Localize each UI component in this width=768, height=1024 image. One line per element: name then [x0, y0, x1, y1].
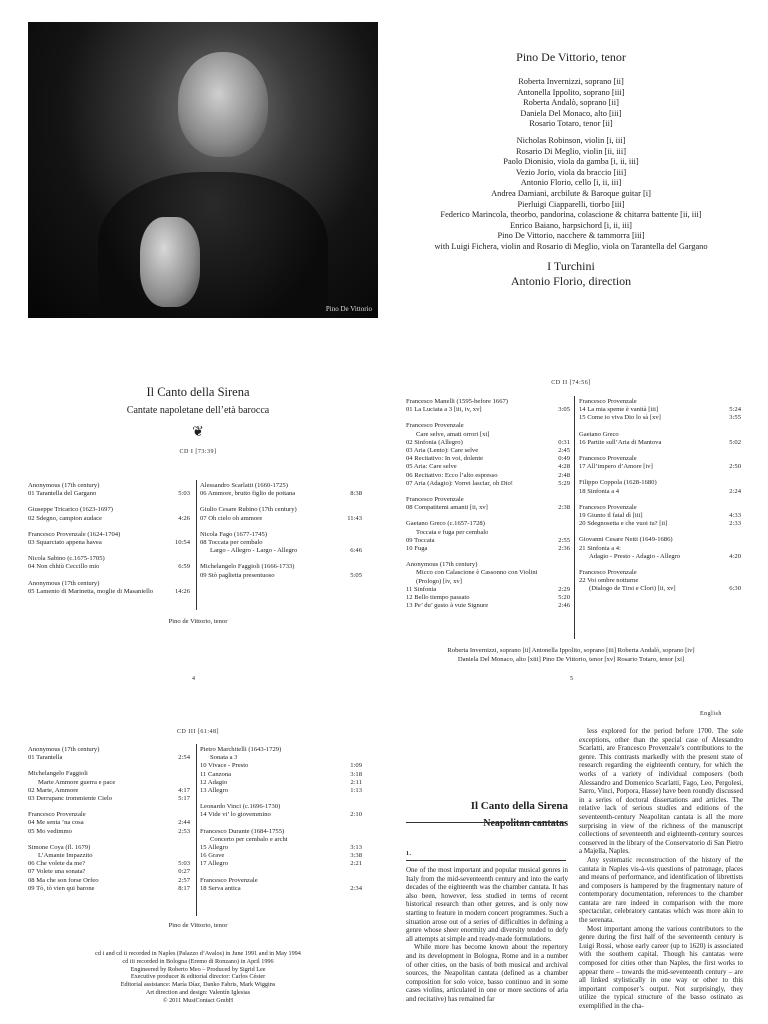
track-duration: 0:31 [558, 438, 570, 446]
track-title: 13 Allegro [200, 787, 229, 795]
track-title: Adagio - Presto - Adagio - Allegro [589, 552, 681, 560]
composer-group [200, 828, 362, 869]
composer-group [200, 877, 362, 893]
track-title: 03 Derrupanc trommiente Cielo [28, 795, 113, 803]
composer-group [28, 482, 190, 498]
essay-header [398, 800, 568, 829]
track-title: 09 Tò, tò vien qui barone [28, 884, 95, 892]
player-credit: Pino De Vittorio, nacchere & tammorra [iii] [497, 231, 645, 241]
singer-credit: Rosario Totaro, tenor [ii] [529, 119, 613, 129]
track-duration: 2:29 [558, 585, 570, 593]
track-duration: 5:29 [558, 479, 570, 487]
track-title: 19 Giunto il fatal dì [iii] [579, 512, 643, 520]
composer-group [28, 555, 190, 571]
essay-section-rule [406, 860, 566, 861]
colophon-line: Art direction and design: Valentín Iglesias [145, 988, 251, 996]
colophon-line: © 2011 MusiContact GmbH [162, 996, 234, 1004]
track-title: 06 Recitativo: Ecco l’alto espresso [406, 471, 498, 479]
player-credit: with Luigi Fichera, violin and Rosario di Meglio, viola on Tarantella del Gargano [434, 241, 708, 251]
composer-group [200, 563, 362, 579]
composer-name: Anonymous (17th century) [28, 482, 100, 489]
track-row [200, 844, 362, 852]
composer-name: Francesco Provenzale [28, 811, 86, 819]
composer-name: Leonardo Vinci (c.1696-1730) [200, 803, 281, 811]
track-title: L’Amante Impazzito [38, 852, 93, 860]
cd3-tracklist-right [200, 746, 362, 901]
track-duration: 1:09 [350, 762, 362, 770]
composer-name: Giuseppe Tricarico (1623-1697) [28, 506, 113, 514]
track-duration: 2:34 [350, 884, 362, 892]
track-duration: 2:36 [558, 545, 570, 553]
track-duration: 5:17 [178, 795, 190, 803]
track-duration: 0:27 [178, 868, 190, 876]
track-row [28, 860, 190, 868]
track-duration: 2:54 [178, 754, 190, 762]
cd3-heading: CD III [61:48] [177, 729, 219, 735]
track-duration: 4:28 [558, 463, 570, 471]
composer-group [406, 496, 570, 512]
track-duration: 8:38 [350, 490, 362, 498]
track-row [28, 852, 190, 860]
cd1-tracklist-right [200, 482, 362, 588]
composer-group [200, 506, 362, 522]
track-duration: 4:20 [729, 552, 741, 560]
track-title: 10 Fuga [406, 545, 428, 553]
track-title: 01 La Luciata a 3 [iii, iv, xv] [406, 406, 482, 414]
essay-paragraph: Most important among the various contributors to the genre during the first half of the seventeenth century is Luigi Rossi, whose early career (up to 1620) is associated with the southern capital. Though his cantatas were composed for cities other than Naples, the first works to appear there – towards the mid-seventeenth century – are all linked stylistically in one way or other to this important composer’s output. Not surprisingly, they utilize the typical structure of the basso ostinato as exemplified in the cha- [579, 924, 743, 1010]
page-number-4: 4 [192, 676, 195, 682]
composer-group [28, 811, 190, 836]
track-row [406, 569, 570, 577]
track-row [200, 539, 362, 547]
composer-name: Filippo Coppola (1628-1680) [579, 479, 657, 487]
player-credit: Paolo Dionisio, viola da gamba [i, ii, iii] [503, 157, 639, 167]
track-duration: 4:33 [729, 512, 741, 520]
track-duration: 2:38 [558, 504, 570, 512]
composer-group [579, 479, 741, 495]
column-divider [196, 744, 197, 916]
composer-name: Michelangelo Faggioli (1666-1733) [200, 563, 295, 571]
composer-name: Michelangelo Faggioli [28, 770, 88, 778]
composer-name: Francesco Provenzale [579, 398, 637, 405]
player-credit: Rosario Di Meglio, violin [ii, iii] [515, 146, 627, 156]
track-row [28, 779, 190, 787]
colophon-line: cd i and cd ii recorded in Naples (Palazzo d’Avalos) in June 1991 and in May 1994 [95, 950, 301, 957]
track-title: 16 Grave [200, 852, 225, 860]
essay-title: Il Canto della Sirena [470, 800, 568, 812]
track-row [406, 463, 570, 471]
track-row [579, 512, 741, 520]
composer-group [579, 398, 741, 423]
composer-name: Nicola Fago (1677-1745) [200, 530, 268, 538]
track-title: 07 Aria (Adagio): Vorrei lasciar, oh Dio! [406, 479, 513, 487]
essay-paragraph: While more has become known about the repertory and its development in Bologna, Rome and in a number of other cities, on the basis of both musical and archival sources, the Neapolitan cantata (defined as a chamber composition for solo voice, basso continuo and in some cases violins, articulated in one or more sections of aria and recitative) has remained far [406, 943, 568, 1003]
track-duration: 3:18 [350, 770, 362, 778]
essay-column-2 [579, 727, 743, 1022]
player-credit: Enrico Baiano, harpsichord [i, ii, iii] [510, 220, 632, 230]
track-title: Micco con Calascione è Cassonno con Violini [416, 569, 538, 577]
portrait-photo [28, 22, 378, 318]
track-duration: 4:26 [178, 514, 190, 522]
track-row [406, 586, 570, 594]
composer-name: Francesco Durante (1684-1755) [200, 827, 285, 835]
cd3-tracklist-left [28, 746, 190, 901]
track-row [406, 455, 570, 463]
cd2-tracklist-right [579, 398, 741, 602]
track-duration: 14:26 [174, 587, 190, 595]
track-duration: 3:38 [350, 852, 362, 860]
cd2-soloists [398, 646, 744, 664]
track-title: 11 Canzona [200, 770, 232, 778]
composer-name: Pietro Marchitelli (1643-1729) [200, 746, 282, 753]
track-title: 17 Allegro [200, 860, 229, 868]
track-duration: 4:17 [178, 786, 190, 794]
track-row [200, 779, 362, 787]
composer-name: Alessandro Scarlatti (1660-1725) [200, 482, 288, 489]
track-title: 13 Pe’ du’ gusto à vuie Signure [406, 602, 489, 610]
track-row [579, 406, 741, 414]
cd2-tracklist-left [406, 398, 570, 618]
track-row [406, 578, 570, 586]
player-credit: Federico Marincola, theorbo, pandorina, colascione & chitarra battente [ii, iii] [440, 210, 702, 220]
composer-name: Francesco Provenzale [579, 569, 637, 577]
track-row [200, 885, 362, 893]
track-duration: 6:59 [178, 563, 190, 571]
track-title: 20 Sdegnosetta e che vuoi tu? [ii] [579, 520, 668, 528]
essay-paragraph: less explored for the period before 1700. The sole exceptions, other than the special case of Alessandro Scarlatti, are Francesco Provenzale’s contributions to the genre. This contrasts markedly with the present state of research regarding the eighteenth century, for which the works of a variety of individual composers (both Alessandro and Domenico Scarlatti, Fago, Leo, Pergolesi, Sarro, Vinci, Porpora, Hasse) have been roundly discussed in a series of doctoral dissertations and articles. The relative lack of serious studies and editions of the seventeenth-century Neapolitan cantata is all the more surprising in view of the richness of the manuscript collections of seventeenth and eighteenth-century sources conserved in the library of the Conservatorio di San Pietro a Majella, Naples. [579, 727, 743, 856]
column-divider [574, 396, 575, 639]
composer-group [28, 746, 190, 762]
composer-group [406, 561, 570, 610]
language-tag: English [700, 711, 722, 717]
track-title: 07 Volete una sonata? [28, 868, 86, 876]
track-duration: 2:21 [350, 860, 362, 868]
track-title: 18 Serva antica [200, 884, 241, 892]
track-title: 18 Sinfonia a 4 [579, 487, 620, 495]
track-row [200, 572, 362, 580]
composer-name: Francesco Manelli (1595-before 1667) [406, 398, 508, 405]
track-title: 01 Tarantella del Gargano [28, 490, 97, 498]
track-duration: 5:05 [350, 571, 362, 579]
track-title: 05 Mo vedimmo [28, 827, 72, 835]
composer-group [579, 431, 741, 447]
track-row [200, 860, 362, 868]
soloists-line-2: Daniela Del Monaco, alto [xiii] Pino De Vittorio, tenor [xv] Rosario Totaro, tenor [xi] [457, 656, 685, 663]
track-title: 21 Sinfonia a 4: [579, 544, 621, 552]
track-row [200, 787, 362, 795]
track-row [28, 490, 190, 498]
track-title: 15 Come io viva Dio lo sà [xv] [579, 414, 661, 422]
track-row [28, 787, 190, 795]
track-duration: 2:45 [558, 447, 570, 455]
track-row [200, 754, 362, 762]
player-credit: Andrea Damiani, arcbilute & Baroque guitar [i] [491, 188, 651, 198]
track-row [28, 819, 190, 827]
photo-figure-hand [140, 217, 200, 307]
track-row [28, 828, 190, 836]
composer-name: Giovanni Cesare Netti (1649-1686) [579, 536, 673, 544]
track-title: 04 Me senta ’na cosa [28, 819, 84, 827]
singer-credit: Daniela Del Monaco, alto [iii] [520, 108, 622, 118]
track-title: 06 Ammore, brutto figlio de pottana [200, 490, 296, 498]
track-title: 05 Lamento di Marinetta, moglie di Masaniello [28, 587, 154, 595]
track-duration: 2:11 [350, 778, 362, 786]
column-divider [196, 480, 197, 610]
track-row [406, 472, 570, 480]
singer-credit: Roberta Andalò, soprano [ii] [523, 98, 619, 108]
track-duration: 2:33 [729, 520, 741, 528]
track-row [579, 439, 741, 447]
track-duration: 2:55 [558, 536, 570, 544]
cd1-heading: CD I [73:39] [179, 449, 217, 455]
colophon-line: cd iii recorded in Bologna (Eremo di Ronzano) in April 1996 [122, 957, 274, 965]
composer-group [579, 569, 741, 594]
essay-paragraph: Any systematic reconstruction of the history of the cantata in Naples vis-à-vis questions of patronage, places and means of performance, and identification of librettists and composers is hampered by the fragmentary nature of contemporary documentation, references to the chamber cantata are rare indeed in comparison with the more spectacular, celebratory cantatas which was more akin to the serenata. [579, 855, 743, 925]
composer-group [579, 536, 741, 561]
photo-figure-body [98, 172, 328, 318]
track-duration: 1:13 [350, 787, 362, 795]
track-row [579, 414, 741, 422]
composer-name: Francesco Provenzale [200, 876, 258, 884]
composer-name: Francesco Provenzale [406, 496, 464, 504]
essay-section-number: 1. [406, 851, 412, 857]
page-number-5: 5 [570, 676, 573, 682]
track-row [579, 577, 741, 585]
track-row [28, 868, 190, 876]
track-duration: 2:50 [729, 463, 741, 471]
track-title: 06 Che volete da me? [28, 860, 86, 868]
track-title: Concerto per cembalo e archi [210, 835, 288, 843]
player-credit: Vezio Jorio, viola da braccio [iii] [515, 167, 627, 177]
composer-group [28, 770, 190, 803]
player-credit: Antonio Florio, cello [i, ii, iii] [520, 178, 622, 188]
track-title: 22 Voi ombre notturne [579, 577, 639, 585]
track-title: Toccata e fuga per cembalo [416, 528, 489, 536]
composer-group [579, 504, 741, 529]
track-row [579, 463, 741, 471]
track-row [406, 431, 570, 439]
track-row [200, 836, 362, 844]
track-title: 03 Squarciato appena havea [28, 539, 102, 547]
track-title: 11 Sinfonia [406, 585, 437, 593]
composer-group [406, 422, 570, 488]
track-duration: 6:46 [350, 547, 362, 555]
track-duration: 11:43 [347, 514, 362, 522]
composer-group [200, 746, 362, 795]
track-row [406, 529, 570, 537]
composer-group [406, 398, 570, 414]
track-row [406, 480, 570, 488]
composer-name: Gaetano Greco [579, 430, 619, 438]
track-title: 03 Aria (Lento): Care selve [406, 447, 479, 455]
track-title: 09 Stò paglietta presentuoso [200, 571, 275, 579]
track-row [579, 553, 741, 561]
track-duration: 0:49 [558, 455, 570, 463]
composer-group [28, 844, 190, 893]
track-duration: 5:03 [178, 490, 190, 498]
track-duration: 2:10 [350, 811, 362, 819]
composer-group [200, 482, 362, 498]
cd2-heading: CD II [74:56] [551, 380, 591, 386]
track-row [406, 602, 570, 610]
track-title: Largo - Allegro - Largo - Allegro [210, 547, 298, 555]
lead-performer: Pino De Vittorio, tenor [516, 50, 626, 64]
track-row [579, 585, 741, 593]
track-title: Sonata a 3 [210, 754, 238, 762]
track-row [28, 877, 190, 885]
composer-name: Francesco Provenzale [579, 503, 637, 511]
composer-group [28, 531, 190, 547]
track-title: 12 Adagio [200, 778, 228, 786]
track-title: 01 Tarantella [28, 754, 63, 762]
track-duration: 2:46 [558, 602, 570, 610]
track-title: 02 Sdegno, campion audace [28, 514, 102, 522]
track-row [579, 520, 741, 528]
track-title: 10 Vivace - Presto [200, 762, 249, 770]
track-title: 02 Sinfonia (Allegro) [406, 438, 463, 446]
director-name: Antonio Florio, direction [510, 273, 632, 288]
track-row [200, 852, 362, 860]
track-row [28, 885, 190, 893]
track-title: 12 Bello tiempo passato [406, 594, 470, 602]
ornament-icon: ❦ [192, 425, 204, 440]
track-row [579, 488, 741, 496]
track-duration: 5:02 [729, 438, 741, 446]
track-duration: 3:05 [558, 406, 570, 414]
composer-group [28, 506, 190, 522]
cd1-tracklist-left [28, 482, 190, 604]
singers-list [398, 77, 744, 130]
track-duration: 8:17 [178, 884, 190, 892]
track-title: 05 Aria: Care selve [406, 463, 457, 471]
ensemble-name: I Turchini [547, 258, 595, 273]
track-title: 15 Allegro [200, 844, 229, 852]
singer-credit: Antonella Ippolito, soprano [iii] [517, 87, 625, 97]
track-row [28, 515, 190, 523]
track-duration: 3:13 [350, 844, 362, 852]
composer-name: Francesco Provenzale (1624-1704) [28, 530, 121, 538]
essay-subtitle: Neapolitan cantatas [483, 818, 568, 829]
composer-name: Gaetano Greco (c.1657-1728) [406, 520, 485, 528]
performer-credits [398, 50, 744, 289]
soloists-line-1: Roberta Invernizzi, soprano [ii] Antonella Ippolito, soprano [iii] Roberta Andalò, soprano [iv] [447, 647, 695, 654]
track-title: 08 Compatitemi amanti [ii, xv] [406, 504, 488, 512]
track-row [28, 754, 190, 762]
composer-name: Nicola Sabino (c.1675-1705) [28, 555, 105, 563]
track-row [28, 539, 190, 547]
track-title: 17 All’impero d’Amore [iv] [579, 463, 653, 471]
page4-header [28, 385, 368, 455]
singer-credit: Roberta Invernizzi, soprano [ii] [518, 77, 624, 86]
track-title: 08 Toccata per cembalo [200, 539, 263, 547]
track-title: 09 Toccata [406, 536, 435, 544]
track-title: (Prologo) [iv, xv] [416, 577, 462, 585]
track-duration: 2:48 [558, 471, 570, 479]
track-duration: 5:20 [558, 594, 570, 602]
track-duration: 6:30 [729, 585, 741, 593]
colophon-line: Editorial assistance: María Díaz, Danko Fabris, Mark Wiggins [120, 981, 276, 989]
page4-title: Il Canto della Sirena [146, 385, 250, 399]
track-duration: 2:44 [178, 819, 190, 827]
track-title: 14 La mia speme è vanità [iii] [579, 406, 659, 414]
essay-rule [406, 822, 566, 823]
composer-name: Anonymous (17th century) [406, 561, 478, 569]
track-title: 07 Oh cielo oh ammore [200, 514, 263, 522]
track-duration: 3:55 [729, 414, 741, 422]
player-credit: Nicholas Robinson, violin [i, iii] [516, 135, 626, 145]
composer-group [406, 520, 570, 553]
cd1-performer: Pino de Vittorio, tenor [168, 618, 228, 625]
composer-group [579, 455, 741, 471]
track-duration: 5:03 [178, 860, 190, 868]
track-title: 14 Vide vi’ lo giovemmino [200, 811, 271, 819]
colophon-line: Engineered by Roberto Meo – Produced by Sigrid Lee [130, 965, 266, 973]
track-title: Marte Ammore guerra e pace [38, 778, 116, 786]
composer-name: Simone Coya (fl. 1679) [28, 843, 91, 851]
track-row [200, 547, 362, 555]
track-row [28, 588, 190, 596]
track-row [406, 594, 570, 602]
track-row [406, 545, 570, 553]
track-title: 02 Marte, Ammore [28, 786, 79, 794]
track-duration: 2:24 [729, 487, 741, 495]
colophon [28, 950, 368, 1005]
colophon-line: Executive producer & editorial director: Carlos Céster [130, 973, 266, 981]
track-title: 04 Non chhiù Ceccillo mio [28, 563, 100, 571]
track-row [200, 515, 362, 523]
composer-group [28, 580, 190, 596]
track-duration: 10:54 [174, 539, 190, 547]
essay-column-1 [406, 866, 568, 1022]
track-duration: 2:53 [178, 827, 190, 835]
track-row [406, 406, 570, 414]
page4-subtitle: Cantate napoletane dell’età barocca [126, 405, 270, 416]
track-title: 16 Partite sull’Aria di Mantova [579, 438, 662, 446]
photo-figure-head [178, 52, 268, 157]
players-list [398, 136, 744, 253]
composer-name: Anonymous (17th century) [28, 746, 100, 753]
track-row [200, 811, 362, 819]
composer-name: Francesco Provenzale [579, 455, 637, 463]
composer-group [200, 531, 362, 556]
track-duration: 5:24 [729, 406, 741, 414]
track-row [579, 545, 741, 553]
track-row [406, 439, 570, 447]
composer-name: Giulio Cesare Rubino (17th century) [200, 506, 297, 514]
track-row [406, 447, 570, 455]
track-row [406, 504, 570, 512]
cd3-performer: Pino de Vittorio, tenor [168, 922, 228, 929]
track-duration: 2:57 [178, 876, 190, 884]
track-row [200, 771, 362, 779]
composer-name: Anonymous (17th century) [28, 579, 100, 587]
player-credit: Pierluigi Ciapparelli, tiorbo [iii] [517, 199, 625, 209]
track-row [406, 537, 570, 545]
track-title: Care selve, amati orrori [xi] [416, 430, 490, 438]
track-row [200, 490, 362, 498]
composer-group [200, 803, 362, 819]
track-row [28, 563, 190, 571]
track-title: (Dialogo de Tirsi e Clori) [ii, xv] [589, 585, 676, 593]
track-title: 04 Recitativo: In voi, dolente [406, 455, 484, 463]
track-title: 08 Ma che son forse Orfeo [28, 876, 99, 884]
essay-paragraph: One of the most important and popular musical genres in Italy from the mid-seventeenth century and into the early decades of the eighteenth was the chamber cantata. It has also been, however, less studied in terms of recent historical research than other genres, and is only now starting to feature in modern concert programmes. Such a situation arose out of a series of difficulties in defining a genre whose sheer enormity and diversity tended to defy all attempts at simple and ready-made formulations. [406, 866, 568, 943]
track-row [28, 795, 190, 803]
composer-name: Francesco Provenzale [406, 422, 464, 430]
photo-caption: Pino De Vittorio [325, 305, 372, 313]
track-row [200, 762, 362, 770]
